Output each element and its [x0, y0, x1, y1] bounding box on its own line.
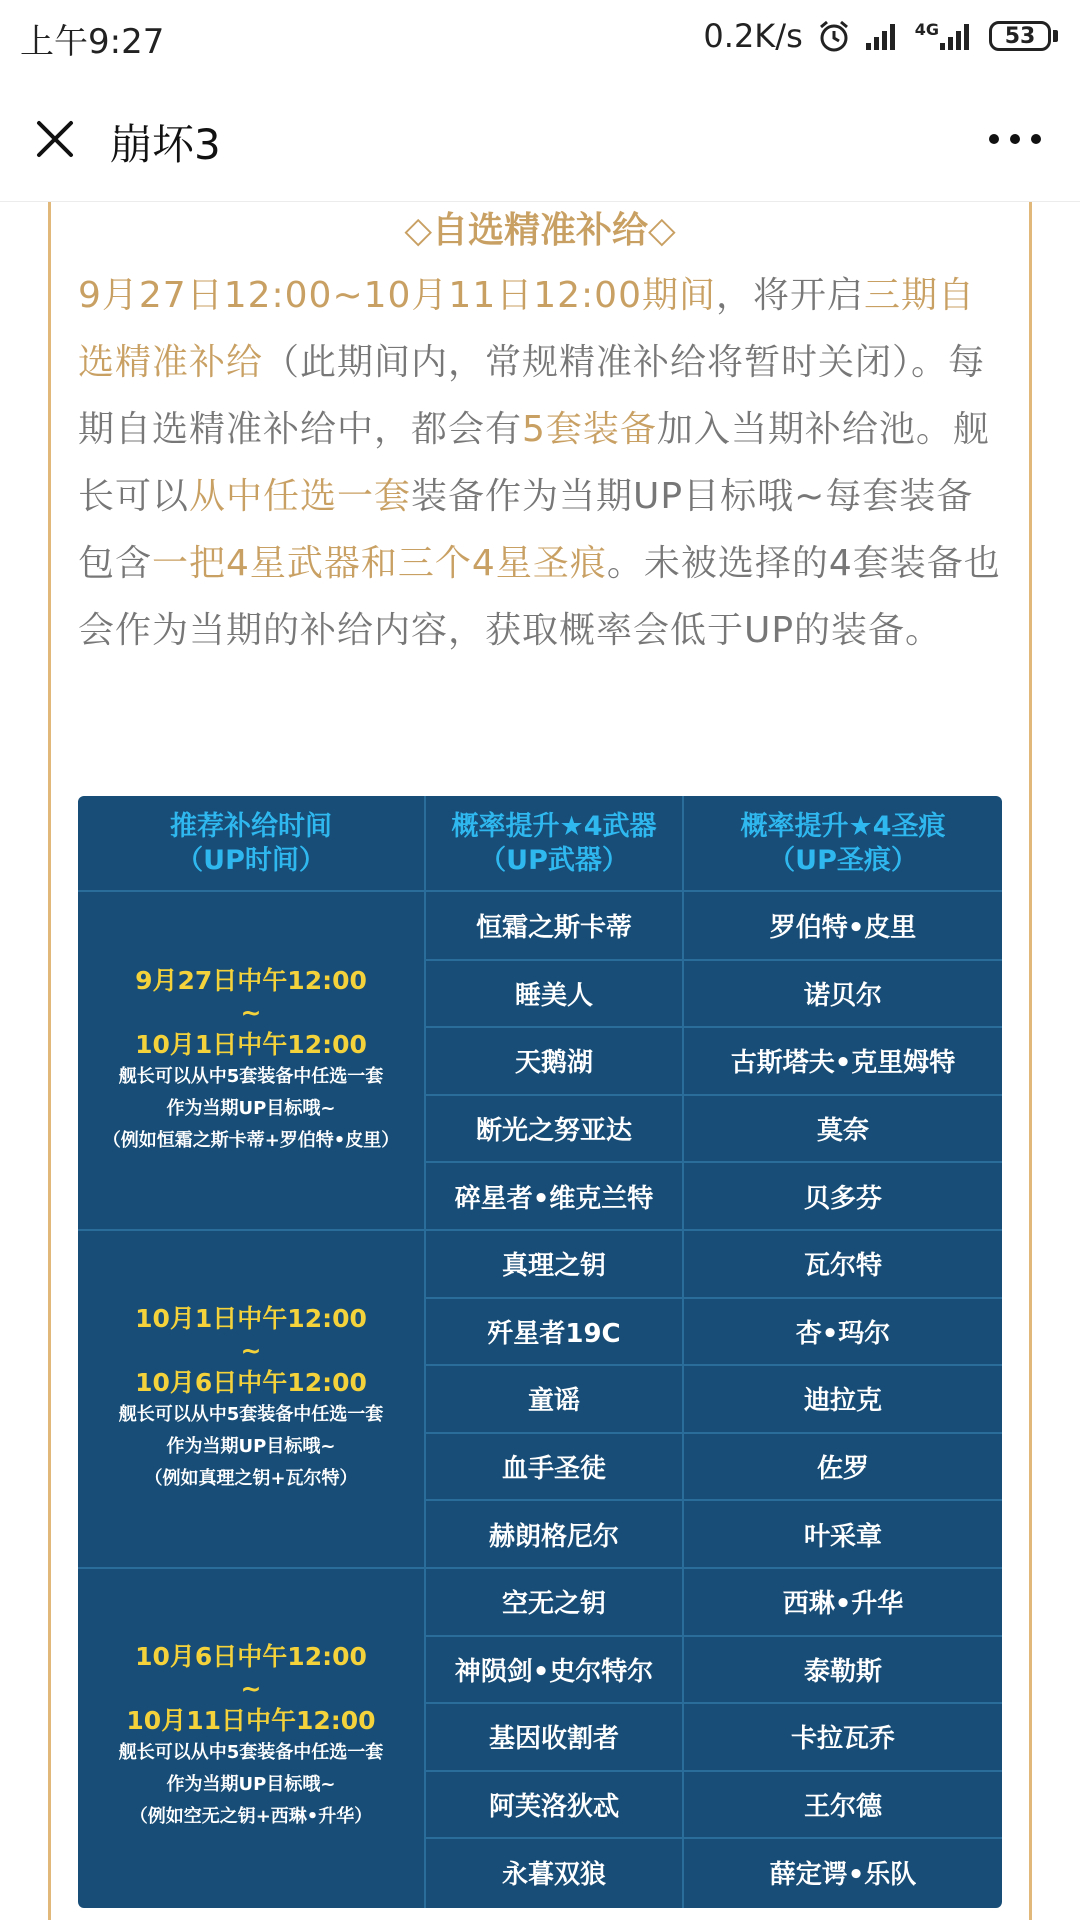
- body-text: ，将开启: [716, 275, 865, 316]
- body-text: 装备作为当期UP目标哦~每套装备包含: [78, 476, 974, 584]
- period-note: 作为当期UP目标哦~: [166, 1774, 336, 1795]
- stigmata-cell: 罗伯特•皮里: [769, 913, 917, 944]
- stigmata-cell: 贝多芬: [803, 1183, 882, 1214]
- weapon-cell: 空无之钥: [501, 1589, 606, 1620]
- period-example: （例如恒霜之斯卡蒂+罗伯特•皮里）: [102, 1130, 400, 1151]
- stigmata-cell: 卡拉瓦乔: [790, 1724, 895, 1755]
- weapon-cell: 童谣: [527, 1386, 580, 1417]
- signal-icon-2: [939, 21, 975, 51]
- battery-icon: [989, 21, 1058, 51]
- period-start: 9月27日中午12:00: [135, 966, 367, 995]
- highlight-text: 5套装备: [522, 409, 657, 450]
- period-note: 舰长可以从中5套装备中任选一套: [118, 1404, 384, 1425]
- period-note: 作为当期UP目标哦~: [166, 1436, 336, 1457]
- weapon-cell: 恒霜之斯卡蒂: [475, 913, 632, 944]
- highlight-text: 三期自选精准补给: [78, 275, 976, 383]
- header-stigmata-line1: 概率提升★4圣痕: [740, 811, 946, 842]
- weapon-cell: 基因收割者: [488, 1724, 619, 1755]
- article-paragraph: [78, 262, 1008, 664]
- close-button[interactable]: [28, 112, 82, 166]
- stigmata-cell: 泰勒斯: [803, 1656, 882, 1687]
- body-text: （此期间内，常规精准补给将暂时关闭）。每期自选精准补给中，都会有: [78, 342, 986, 450]
- period-example: （例如真理之钥+瓦尔特）: [144, 1468, 358, 1489]
- weapon-cell: 歼星者19C: [487, 1318, 621, 1349]
- weapon-cell: 阿芙洛狄忒: [488, 1792, 619, 1823]
- period-cell: [78, 1230, 424, 1568]
- more-button[interactable]: [980, 114, 1050, 164]
- weapon-cell: 永暮双狼: [501, 1859, 606, 1890]
- weapon-cell: 天鹅湖: [514, 1048, 593, 1079]
- header-time: [78, 796, 424, 892]
- status-time: 上午9:27: [20, 22, 165, 62]
- status-icons: [703, 14, 1058, 58]
- alarm-icon: [817, 19, 851, 53]
- period-note: 舰长可以从中5套装备中任选一套: [118, 1066, 384, 1087]
- highlight-text: 9月27日12:00~10月11日12:00期间: [78, 275, 716, 316]
- period-start: 10月1日中午12:00: [135, 1304, 367, 1333]
- weapon-cell: 神陨剑•史尔特尔: [454, 1656, 654, 1687]
- header-weapon-line2: （UP武器）: [479, 845, 629, 876]
- stigmata-cell: 西琳•升华: [782, 1589, 904, 1620]
- weapon-cell: 真理之钥: [501, 1251, 606, 1282]
- signal-icon: [865, 21, 901, 51]
- weapon-cell: 赫朗格尼尔: [488, 1521, 619, 1552]
- weapon-cell: 碎星者•维克兰特: [454, 1183, 654, 1214]
- body-text: 加入当期补给池。舰长可以: [78, 409, 990, 517]
- header-time-line1: 推荐补给时间: [170, 811, 332, 842]
- period-start: 10月6日中午12:00: [135, 1642, 367, 1671]
- body-text: 。未被选择的4套装备也会作为当期的补给内容，获取概率会低于UP的装备。: [78, 543, 1001, 651]
- period-cell: [78, 892, 424, 1230]
- stigmata-cell: 诺贝尔: [803, 980, 882, 1011]
- status-bar: [0, 0, 1080, 74]
- stigmata-cell: 叶采章: [803, 1521, 882, 1552]
- stigmata-cell: 薛定谔•乐队: [769, 1859, 917, 1890]
- weapon-cell: 血手圣徒: [501, 1454, 606, 1485]
- section-title: ◇自选精准补给◇: [404, 210, 676, 251]
- period-end: 10月11日中午12:00: [126, 1706, 376, 1735]
- period-tilde: ~: [240, 1674, 262, 1703]
- stigmata-cell: 王尔德: [803, 1792, 882, 1823]
- period-note: 作为当期UP目标哦~: [166, 1098, 336, 1119]
- stigmata-cell: 杏•玛尔: [795, 1318, 891, 1349]
- close-icon: [35, 119, 75, 159]
- network-type: [915, 21, 975, 51]
- highlight-text: 从中任选一套: [189, 476, 412, 517]
- period-note: 舰长可以从中5套装备中任选一套: [118, 1742, 384, 1763]
- stigmata-cell: 古斯塔夫•克里姆特: [730, 1048, 956, 1079]
- period-tilde: ~: [240, 1336, 262, 1365]
- battery-level: 53: [989, 21, 1051, 51]
- stigmata-cell: 瓦尔特: [803, 1251, 882, 1282]
- more-icon: [987, 132, 1043, 146]
- period-example: （例如空无之钥+西琳•升华）: [129, 1806, 373, 1827]
- stigmata-cell: 佐罗: [816, 1454, 869, 1485]
- header-weapon: [426, 796, 682, 892]
- page-title: 崩坏3: [110, 120, 221, 169]
- article-content[interactable]: [0, 202, 1080, 1920]
- network-speed: 0.2K/s: [703, 17, 803, 55]
- highlight-text: 一把4星武器和三个4星圣痕: [152, 543, 607, 584]
- header-time-line2: （UP时间）: [176, 845, 326, 876]
- network-type-label: 4G: [914, 20, 939, 39]
- supply-schedule-table: [78, 796, 1002, 1908]
- weapon-cell: 断光之努亚达: [475, 1116, 632, 1147]
- period-tilde: ~: [240, 998, 262, 1027]
- nav-bar: [0, 74, 1080, 202]
- weapon-cell: 睡美人: [514, 980, 593, 1011]
- stigmata-cell: 莫奈: [816, 1116, 869, 1147]
- header-stigmata: [684, 796, 1002, 892]
- header-weapon-line1: 概率提升★4武器: [451, 811, 657, 842]
- period-end: 10月1日中午12:00: [135, 1030, 367, 1059]
- period-cell: [78, 1568, 424, 1906]
- period-end: 10月6日中午12:00: [135, 1368, 367, 1397]
- stigmata-cell: 迪拉克: [803, 1386, 882, 1417]
- header-stigmata-line2: （UP圣痕）: [768, 845, 918, 876]
